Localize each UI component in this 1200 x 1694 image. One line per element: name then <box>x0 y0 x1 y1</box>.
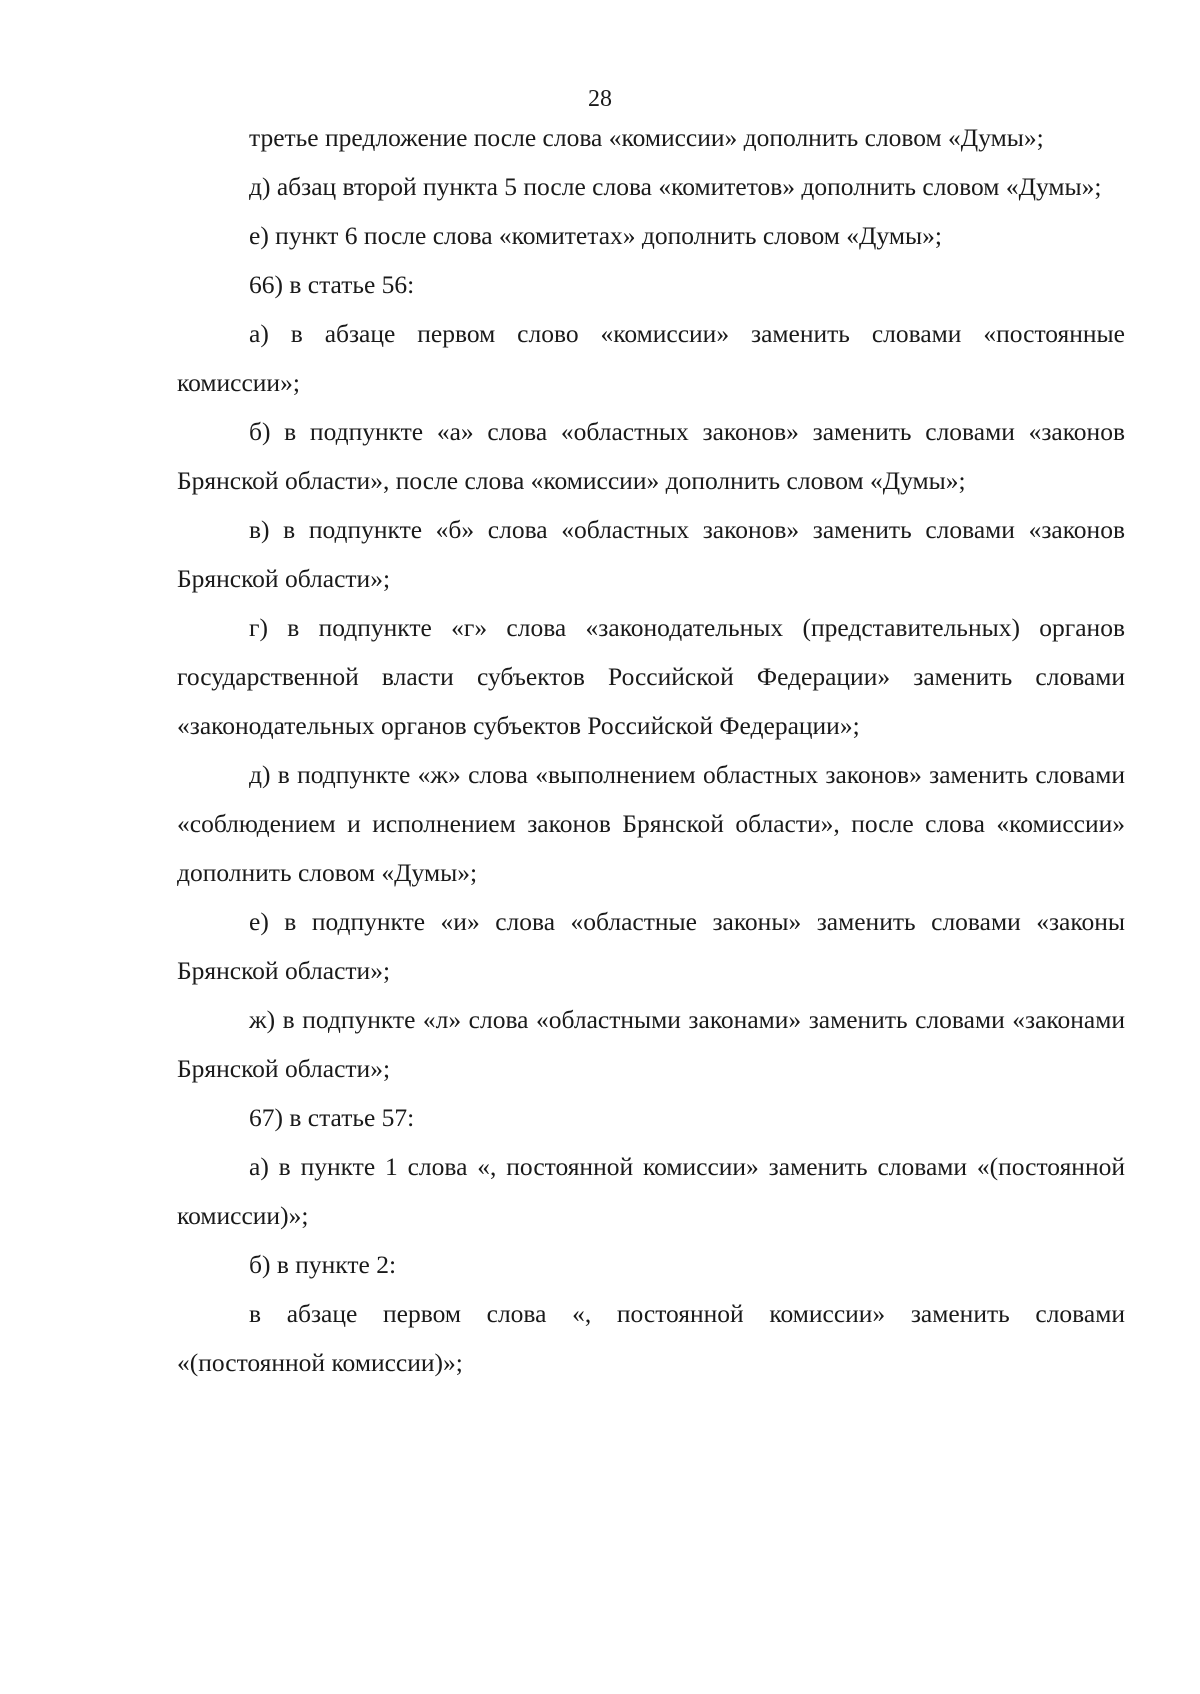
paragraph: ж) в подпункте «л» слова «областными законами» заменить словами «законами Брянской области»; <box>177 1005 1125 1083</box>
document-body <box>177 113 1125 1387</box>
paragraph: д) абзац второй пункта 5 после слова «комитетов» дополнить словом «Думы»; <box>249 172 1102 201</box>
paragraph: в) в подпункте «б» слова «областных законов» заменить словами «законов Брянской области»; <box>177 515 1125 593</box>
paragraph: г) в подпункте «г» слова «законодательных (представительных) органов государственной власти субъектов Российской Федерации» заменить словами «законодательных органов субъектов Российской Федерации»; <box>177 613 1125 740</box>
paragraph: д) в подпункте «ж» слова «выполнением областных законов» заменить словами «соблюдением и исполнением законов Брянской области», после слова «комиссии» дополнить словом «Думы»; <box>177 760 1125 887</box>
paragraph: а) в абзаце первом слово «комиссии» заменить словами «постоянные комиссии»; <box>177 319 1125 397</box>
paragraph: е) в подпункте «и» слова «областные законы» заменить словами «законы Брянской области»; <box>177 907 1125 985</box>
paragraph: 66) в статье 56: <box>249 270 415 299</box>
paragraph: б) в пункте 2: <box>249 1250 397 1279</box>
page-number: 28 <box>588 86 612 112</box>
paragraph: а) в пункте 1 слова «, постоянной комиссии» заменить словами «(постоянной комиссии)»; <box>177 1152 1125 1230</box>
paragraph: б) в подпункте «а» слова «областных законов» заменить словами «законов Брянской области», после слова «комиссии» дополнить словом «Думы»; <box>177 417 1125 495</box>
paragraph: в абзаце первом слова «, постоянной комиссии» заменить словами «(постоянной комиссии)»; <box>177 1299 1125 1377</box>
paragraph: е) пункт 6 после слова «комитетах» дополнить словом «Думы»; <box>249 221 942 250</box>
paragraph: третье предложение после слова «комиссии» дополнить словом «Думы»; <box>249 123 1044 152</box>
paragraph: 67) в статье 57: <box>249 1103 415 1132</box>
